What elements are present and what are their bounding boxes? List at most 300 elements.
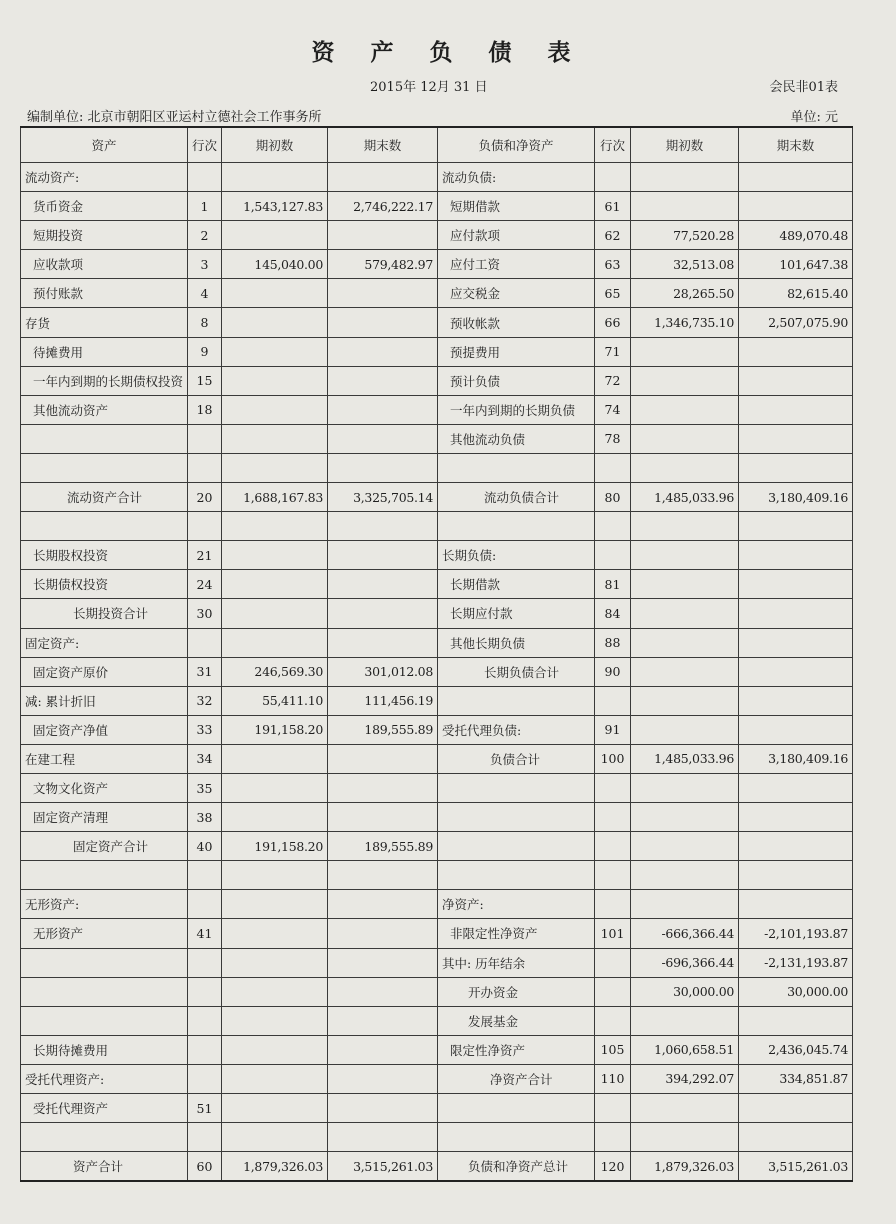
liability-begin-value	[631, 453, 739, 482]
liability-begin-value: 1,060,658.51	[631, 1035, 739, 1064]
table-row	[21, 977, 853, 1006]
asset-end-value: 301,012.08	[328, 657, 438, 686]
table-row	[21, 948, 853, 977]
liability-label	[438, 861, 595, 890]
liability-end-value	[739, 366, 853, 395]
table-row	[21, 1035, 853, 1064]
table-row	[21, 715, 853, 744]
asset-line-no: 60	[188, 1152, 222, 1182]
asset-begin-value	[222, 512, 328, 541]
liability-begin-value	[631, 570, 739, 599]
liability-line-no: 63	[595, 250, 631, 279]
liability-begin-value	[631, 366, 739, 395]
asset-end-value: 2,746,222.17	[328, 192, 438, 221]
liability-line-no: 61	[595, 192, 631, 221]
asset-label	[21, 948, 188, 977]
asset-begin-value: 145,040.00	[222, 250, 328, 279]
liability-begin-value: 30,000.00	[631, 977, 739, 1006]
asset-label: 应收款项	[21, 250, 188, 279]
table-row	[21, 599, 853, 628]
liability-end-value	[739, 337, 853, 366]
liability-end-value	[739, 686, 853, 715]
asset-end-value	[328, 570, 438, 599]
liability-label: 预提费用	[438, 337, 595, 366]
liability-end-value	[739, 599, 853, 628]
liability-end-value	[739, 715, 853, 744]
page-title: 资 产 负 债 表	[311, 39, 585, 66]
liability-line-no: 81	[595, 570, 631, 599]
liability-end-value	[739, 570, 853, 599]
asset-begin-value: 55,411.10	[222, 686, 328, 715]
asset-label: 受托代理资产	[21, 1094, 188, 1123]
asset-line-no: 1	[188, 192, 222, 221]
liability-line-no	[595, 512, 631, 541]
liability-end-value: 82,615.40	[739, 279, 853, 308]
asset-label: 固定资产原价	[21, 657, 188, 686]
liability-label	[438, 1123, 595, 1152]
liability-line-no	[595, 541, 631, 570]
asset-begin-value	[222, 366, 328, 395]
table-row	[21, 1006, 853, 1035]
asset-line-no: 35	[188, 773, 222, 802]
asset-label: 文物文化资产	[21, 773, 188, 802]
liability-label: 预计负债	[438, 366, 595, 395]
asset-begin-value: 191,158.20	[222, 832, 328, 861]
asset-line-no: 33	[188, 715, 222, 744]
liability-begin-value	[631, 686, 739, 715]
table-row	[21, 424, 853, 453]
table-row	[21, 832, 853, 861]
liability-begin-value: 1,346,735.10	[631, 308, 739, 337]
liability-line-no: 91	[595, 715, 631, 744]
asset-end-value	[328, 395, 438, 424]
liability-end-value: 30,000.00	[739, 977, 853, 1006]
table-row	[21, 570, 853, 599]
asset-begin-value	[222, 221, 328, 250]
liability-end-value: 489,070.48	[739, 221, 853, 250]
table-row	[21, 395, 853, 424]
asset-end-value: 579,482.97	[328, 250, 438, 279]
asset-line-no: 15	[188, 366, 222, 395]
table-row	[21, 453, 853, 482]
asset-end-value	[328, 424, 438, 453]
table-row	[21, 628, 853, 657]
asset-line-no: 32	[188, 686, 222, 715]
liability-end-value	[739, 512, 853, 541]
asset-line-no: 41	[188, 919, 222, 948]
liability-end-value: 3,180,409.16	[739, 483, 853, 512]
liability-line-no	[595, 1123, 631, 1152]
asset-begin-value: 1,879,326.03	[222, 1152, 328, 1182]
asset-line-no	[188, 453, 222, 482]
col-header-end2: 期末数	[739, 127, 853, 163]
asset-end-value: 111,456.19	[328, 686, 438, 715]
liability-end-value	[739, 861, 853, 890]
asset-end-value	[328, 279, 438, 308]
liability-line-no	[595, 948, 631, 977]
asset-label: 一年内到期的长期债权投资	[21, 366, 188, 395]
asset-begin-value	[222, 337, 328, 366]
liability-end-value	[739, 541, 853, 570]
liability-label: 长期应付款	[438, 599, 595, 628]
liability-end-value: -2,131,193.87	[739, 948, 853, 977]
liability-end-value: 334,851.87	[739, 1064, 853, 1093]
asset-end-value	[328, 453, 438, 482]
asset-begin-value	[222, 599, 328, 628]
asset-end-value	[328, 628, 438, 657]
asset-label: 受托代理资产:	[21, 1064, 188, 1093]
asset-end-value	[328, 512, 438, 541]
asset-label: 长期债权投资	[21, 570, 188, 599]
liability-line-no: 110	[595, 1064, 631, 1093]
asset-line-no: 21	[188, 541, 222, 570]
col-header-asset: 资产	[21, 127, 188, 163]
asset-line-no: 31	[188, 657, 222, 686]
liability-label: 应付工资	[438, 250, 595, 279]
asset-begin-value: 1,688,167.83	[222, 483, 328, 512]
asset-begin-value	[222, 279, 328, 308]
asset-label: 其他流动资产	[21, 395, 188, 424]
liability-begin-value	[631, 1094, 739, 1123]
asset-label	[21, 424, 188, 453]
asset-begin-value	[222, 948, 328, 977]
liability-label: 流动负债合计	[438, 483, 595, 512]
report-date: 2015年 12月 31 日	[370, 80, 488, 95]
asset-line-no: 2	[188, 221, 222, 250]
liability-label	[438, 832, 595, 861]
liability-begin-value: -666,366.44	[631, 919, 739, 948]
liability-label: 开办资金	[438, 977, 595, 1006]
liability-label: 一年内到期的长期负债	[438, 395, 595, 424]
liability-label: 发展基金	[438, 1006, 595, 1035]
table-row	[21, 686, 853, 715]
asset-line-no	[188, 163, 222, 192]
liability-label	[438, 512, 595, 541]
asset-line-no: 51	[188, 1094, 222, 1123]
table-row	[21, 919, 853, 948]
liability-line-no: 90	[595, 657, 631, 686]
liability-line-no: 120	[595, 1152, 631, 1182]
liability-line-no: 66	[595, 308, 631, 337]
table-row	[21, 163, 853, 192]
liability-line-no	[595, 832, 631, 861]
asset-end-value	[328, 861, 438, 890]
asset-end-value	[328, 948, 438, 977]
liability-end-value: 3,515,261.03	[739, 1152, 853, 1182]
liability-begin-value	[631, 599, 739, 628]
asset-label: 流动资产合计	[21, 483, 188, 512]
liability-begin-value: 1,879,326.03	[631, 1152, 739, 1182]
liability-line-no	[595, 861, 631, 890]
asset-begin-value	[222, 919, 328, 948]
col-header-liability: 负债和净资产	[438, 127, 595, 163]
asset-line-no	[188, 890, 222, 919]
liability-label: 长期负债合计	[438, 657, 595, 686]
liability-end-value: 101,647.38	[739, 250, 853, 279]
liability-line-no: 65	[595, 279, 631, 308]
liability-label: 长期借款	[438, 570, 595, 599]
liability-label: 限定性净资产	[438, 1035, 595, 1064]
asset-end-value	[328, 366, 438, 395]
table-row	[21, 337, 853, 366]
liability-begin-value	[631, 337, 739, 366]
asset-end-value	[328, 1035, 438, 1064]
liability-line-no: 100	[595, 744, 631, 773]
liability-label: 受托代理负债:	[438, 715, 595, 744]
table-row	[21, 1123, 853, 1152]
liability-label: 应交税金	[438, 279, 595, 308]
liability-label	[438, 453, 595, 482]
asset-line-no: 40	[188, 832, 222, 861]
table-row	[21, 890, 853, 919]
asset-label: 待摊费用	[21, 337, 188, 366]
asset-label	[21, 1123, 188, 1152]
liability-label	[438, 773, 595, 802]
asset-label: 减: 累计折旧	[21, 686, 188, 715]
asset-begin-value: 191,158.20	[222, 715, 328, 744]
table-row	[21, 250, 853, 279]
liability-label: 长期负债:	[438, 541, 595, 570]
liability-line-no: 80	[595, 483, 631, 512]
asset-line-no: 9	[188, 337, 222, 366]
liability-line-no: 78	[595, 424, 631, 453]
liability-end-value	[739, 192, 853, 221]
asset-label: 固定资产清理	[21, 803, 188, 832]
asset-end-value	[328, 1094, 438, 1123]
liability-label: 短期借款	[438, 192, 595, 221]
asset-begin-value	[222, 541, 328, 570]
asset-begin-value	[222, 861, 328, 890]
asset-label	[21, 453, 188, 482]
asset-label	[21, 977, 188, 1006]
table-row	[21, 192, 853, 221]
asset-end-value	[328, 1006, 438, 1035]
asset-label: 存货	[21, 308, 188, 337]
asset-begin-value	[222, 424, 328, 453]
liability-label: 净资产:	[438, 890, 595, 919]
liability-label	[438, 686, 595, 715]
liability-line-no	[595, 163, 631, 192]
liability-line-no	[595, 773, 631, 802]
liability-end-value	[739, 453, 853, 482]
asset-begin-value	[222, 1006, 328, 1035]
asset-line-no	[188, 628, 222, 657]
col-header-line: 行次	[188, 127, 222, 163]
reporting-entity: 编制单位: 北京市朝阳区亚运村立德社会工作事务所	[27, 110, 322, 125]
table-row	[21, 744, 853, 773]
asset-line-no: 18	[188, 395, 222, 424]
table-row	[21, 1094, 853, 1123]
liability-begin-value	[631, 628, 739, 657]
table-row	[21, 512, 853, 541]
asset-label: 长期股权投资	[21, 541, 188, 570]
asset-end-value	[328, 308, 438, 337]
asset-label: 资产合计	[21, 1152, 188, 1182]
liability-end-value	[739, 803, 853, 832]
asset-end-value	[328, 977, 438, 1006]
asset-line-no: 24	[188, 570, 222, 599]
liability-begin-value	[631, 1123, 739, 1152]
table-row	[21, 803, 853, 832]
liability-label: 非限定性净资产	[438, 919, 595, 948]
liability-begin-value	[631, 192, 739, 221]
liability-end-value	[739, 628, 853, 657]
asset-begin-value	[222, 1094, 328, 1123]
liability-end-value	[739, 1094, 853, 1123]
liability-line-no	[595, 977, 631, 1006]
liability-end-value	[739, 890, 853, 919]
table-row	[21, 366, 853, 395]
liability-label: 其他长期负债	[438, 628, 595, 657]
liability-label	[438, 1094, 595, 1123]
currency-unit: 单位: 元	[790, 110, 838, 125]
table-row	[21, 541, 853, 570]
liability-begin-value: 1,485,033.96	[631, 483, 739, 512]
asset-line-no: 20	[188, 483, 222, 512]
liability-begin-value	[631, 424, 739, 453]
asset-line-no	[188, 977, 222, 1006]
asset-begin-value	[222, 890, 328, 919]
asset-label: 固定资产合计	[21, 832, 188, 861]
asset-line-no	[188, 1064, 222, 1093]
asset-label: 固定资产净值	[21, 715, 188, 744]
liability-line-no: 74	[595, 395, 631, 424]
liability-end-value	[739, 424, 853, 453]
liability-begin-value: 28,265.50	[631, 279, 739, 308]
liability-line-no	[595, 1006, 631, 1035]
asset-end-value	[328, 541, 438, 570]
asset-begin-value	[222, 1064, 328, 1093]
liability-line-no	[595, 1094, 631, 1123]
col-header-line2: 行次	[595, 127, 631, 163]
liability-end-value	[739, 163, 853, 192]
asset-begin-value	[222, 1123, 328, 1152]
asset-end-value	[328, 163, 438, 192]
asset-end-value: 3,325,705.14	[328, 483, 438, 512]
asset-line-no	[188, 861, 222, 890]
asset-line-no: 30	[188, 599, 222, 628]
table-row	[21, 308, 853, 337]
asset-end-value	[328, 890, 438, 919]
liability-end-value	[739, 832, 853, 861]
asset-line-no: 3	[188, 250, 222, 279]
asset-line-no	[188, 948, 222, 977]
liability-line-no: 62	[595, 221, 631, 250]
asset-label: 固定资产:	[21, 628, 188, 657]
asset-begin-value	[222, 1035, 328, 1064]
asset-line-no	[188, 512, 222, 541]
asset-begin-value	[222, 163, 328, 192]
table-row	[21, 657, 853, 686]
asset-label: 预付账款	[21, 279, 188, 308]
liability-label: 其他流动负债	[438, 424, 595, 453]
liability-begin-value	[631, 1006, 739, 1035]
asset-end-value: 3,515,261.03	[328, 1152, 438, 1182]
form-number: 会民非01表	[769, 80, 838, 95]
liability-begin-value	[631, 541, 739, 570]
asset-end-value	[328, 337, 438, 366]
asset-line-no	[188, 1123, 222, 1152]
asset-begin-value	[222, 308, 328, 337]
asset-label: 长期投资合计	[21, 599, 188, 628]
liability-begin-value: 32,513.08	[631, 250, 739, 279]
liability-line-no	[595, 890, 631, 919]
liability-begin-value: -696,366.44	[631, 948, 739, 977]
asset-end-value	[328, 1123, 438, 1152]
asset-line-no: 8	[188, 308, 222, 337]
asset-label: 短期投资	[21, 221, 188, 250]
asset-end-value	[328, 803, 438, 832]
liability-begin-value	[631, 512, 739, 541]
asset-line-no	[188, 1035, 222, 1064]
asset-end-value: 189,555.89	[328, 832, 438, 861]
liability-line-no	[595, 686, 631, 715]
asset-label	[21, 1006, 188, 1035]
asset-begin-value	[222, 570, 328, 599]
asset-line-no: 34	[188, 744, 222, 773]
asset-end-value	[328, 221, 438, 250]
table-row	[21, 221, 853, 250]
asset-end-value	[328, 773, 438, 802]
liability-end-value	[739, 395, 853, 424]
liability-end-value	[739, 657, 853, 686]
asset-label: 长期待摊费用	[21, 1035, 188, 1064]
table-row	[21, 279, 853, 308]
balance-sheet-table	[20, 126, 853, 1182]
liability-label: 负债和净资产总计	[438, 1152, 595, 1182]
table-row	[21, 861, 853, 890]
asset-end-value	[328, 1064, 438, 1093]
liability-begin-value	[631, 890, 739, 919]
liability-label: 其中: 历年结余	[438, 948, 595, 977]
liability-end-value: 3,180,409.16	[739, 744, 853, 773]
liability-begin-value	[631, 657, 739, 686]
liability-line-no	[595, 803, 631, 832]
asset-line-no: 4	[188, 279, 222, 308]
liability-begin-value: 394,292.07	[631, 1064, 739, 1093]
asset-end-value	[328, 919, 438, 948]
asset-begin-value	[222, 453, 328, 482]
liability-label: 负债合计	[438, 744, 595, 773]
table-row	[21, 483, 853, 512]
asset-label	[21, 512, 188, 541]
liability-label: 净资产合计	[438, 1064, 595, 1093]
asset-begin-value	[222, 977, 328, 1006]
asset-label: 货币资金	[21, 192, 188, 221]
asset-begin-value	[222, 803, 328, 832]
liability-begin-value: 1,485,033.96	[631, 744, 739, 773]
liability-begin-value	[631, 773, 739, 802]
col-header-begin: 期初数	[222, 127, 328, 163]
liability-end-value: 2,436,045.74	[739, 1035, 853, 1064]
asset-begin-value: 1,543,127.83	[222, 192, 328, 221]
sheet-body	[21, 163, 853, 1182]
asset-begin-value: 246,569.30	[222, 657, 328, 686]
liability-begin-value	[631, 715, 739, 744]
asset-line-no: 38	[188, 803, 222, 832]
liability-begin-value	[631, 395, 739, 424]
asset-begin-value	[222, 744, 328, 773]
asset-label: 流动资产:	[21, 163, 188, 192]
asset-label: 在建工程	[21, 744, 188, 773]
asset-line-no	[188, 424, 222, 453]
liability-end-value	[739, 1006, 853, 1035]
liability-begin-value	[631, 803, 739, 832]
liability-line-no	[595, 453, 631, 482]
asset-begin-value	[222, 773, 328, 802]
col-header-begin2: 期初数	[631, 127, 739, 163]
asset-label: 无形资产	[21, 919, 188, 948]
